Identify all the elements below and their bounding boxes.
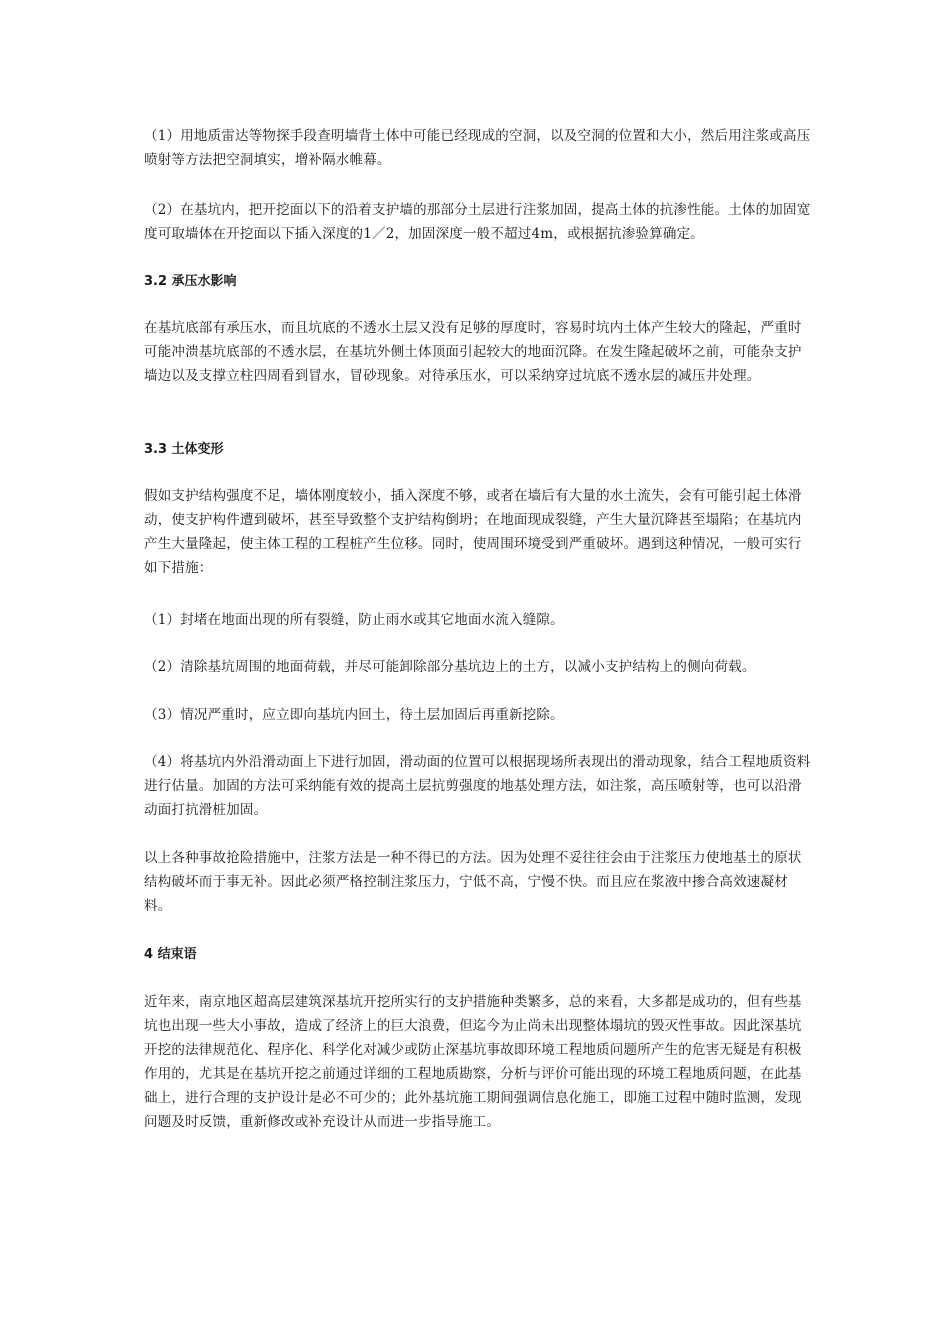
list-item-backfill: （3）情况严重时，应立即向基坑内回土，待土层加固后再重新挖除。: [144, 707, 564, 723]
paragraph-grouting-reinforcement: （2）在基坑内，把开挖面以下的沿着支护墙的那部分土层进行注浆加固，提高土体的抗渗性能。土体的加固宽度可取墙体在开挖面以下插入深度的1／2，加固深度一般不超过4m，或根据抗渗验算确定。: [144, 202, 811, 242]
paragraph-soil-deformation: 假如支护结构强度不足，墙体刚度较小，插入深度不够，或者在墙后有大量的水土流失，会有可能引起土体滑动，使支护构件遭到破坏，甚至导致整个支护结构倒坍；在地面现成裂缝，产生大量沉降甚至塌陷；在基坑内产生大量隆起，使主体工程的工程桩产生位移。同时，使周围环境受到严重破坏。遇到这种情况，一般可实行如下措施：: [144, 488, 802, 576]
list-item-reinforce-slip-surface: （4）将基坑内外沿滑动面上下进行加固，滑动面的位置可以根据现场所表现出的滑动现象，结合工程地质资料进行估量。加固的方法可采纳能有效的提高土层抗剪强度的地基处理方法，如注浆，高压喷射等，也可以沿滑动面打抗滑桩加固。: [144, 754, 811, 818]
section-heading-confined-water: 3.2 承压水影响: [144, 274, 237, 289]
paragraph-void-detection: （1）用地质雷达等物探手段查明墙背土体中可能已经现成的空洞，以及空洞的位置和大小，然后用注浆或高压喷射等方法把空洞填实，增补隔水帷幕。: [144, 128, 811, 168]
paragraph-conclusion: 近年来，南京地区超高层建筑深基坑开挖所实行的支护措施种类繁多，总的来看，大多都是成功的，但有些基坑也出现一些大小事故，造成了经济上的巨大浪费，但迄今为止尚未出现整体塌坑的毁灭性事故。因此深基坑开挖的法律规范化、程序化、科学化对减少或防止深基坑事故即环境工程地质问题所产生的危害无疑是有积极作用的，尤其是在基坑开挖之前通过详细的工程地质勘察，分析与评价可能出现的环境工程地质问题，在此基础上，进行合理的支护设计是必不可少的；此外基坑施工期间强调信息化施工，即施工过程中随时监测，发现问题及时反馈，重新修改或补充设计从而进一步指导施工。: [144, 994, 802, 1130]
paragraph-confined-water: 在基坑底部有承压水，而且坑底的不透水土层又没有足够的厚度时，容易时坑内土体产生较大的隆起，严重时可能冲溃基坑底部的不透水层，在基坑外侧土体顶面引起较大的地面沉降。在发生隆起破坏之前，可能杂支护墙边以及支撑立柱四周看到冒水，冒砂现象。对待承压水，可以采纳穿过坑底不透水层的减压井处理。: [144, 320, 802, 384]
list-item-remove-loads: （2）清除基坑周围的地面荷载，并尽可能卸除部分基坑边上的土方，以减小支护结构上的侧向荷载。: [144, 659, 756, 675]
section-heading-conclusion: 4 结束语: [144, 947, 197, 962]
section-heading-soil-deformation: 3.3 土体变形: [144, 442, 224, 457]
paragraph-grouting-caution: 以上各种事故抢险措施中，注浆方法是一种不得已的方法。因为处理不妥往往会由于注浆压力使地基土的原状结构破坏而于事无补。因此必须严格控制注浆压力，宁低不高，宁慢不快。而且应在浆液中掺合高效速凝材料。: [144, 850, 802, 914]
list-item-seal-cracks: （1）封堵在地面出现的所有裂缝，防止雨水或其它地面水流入缝隙。: [144, 612, 564, 628]
